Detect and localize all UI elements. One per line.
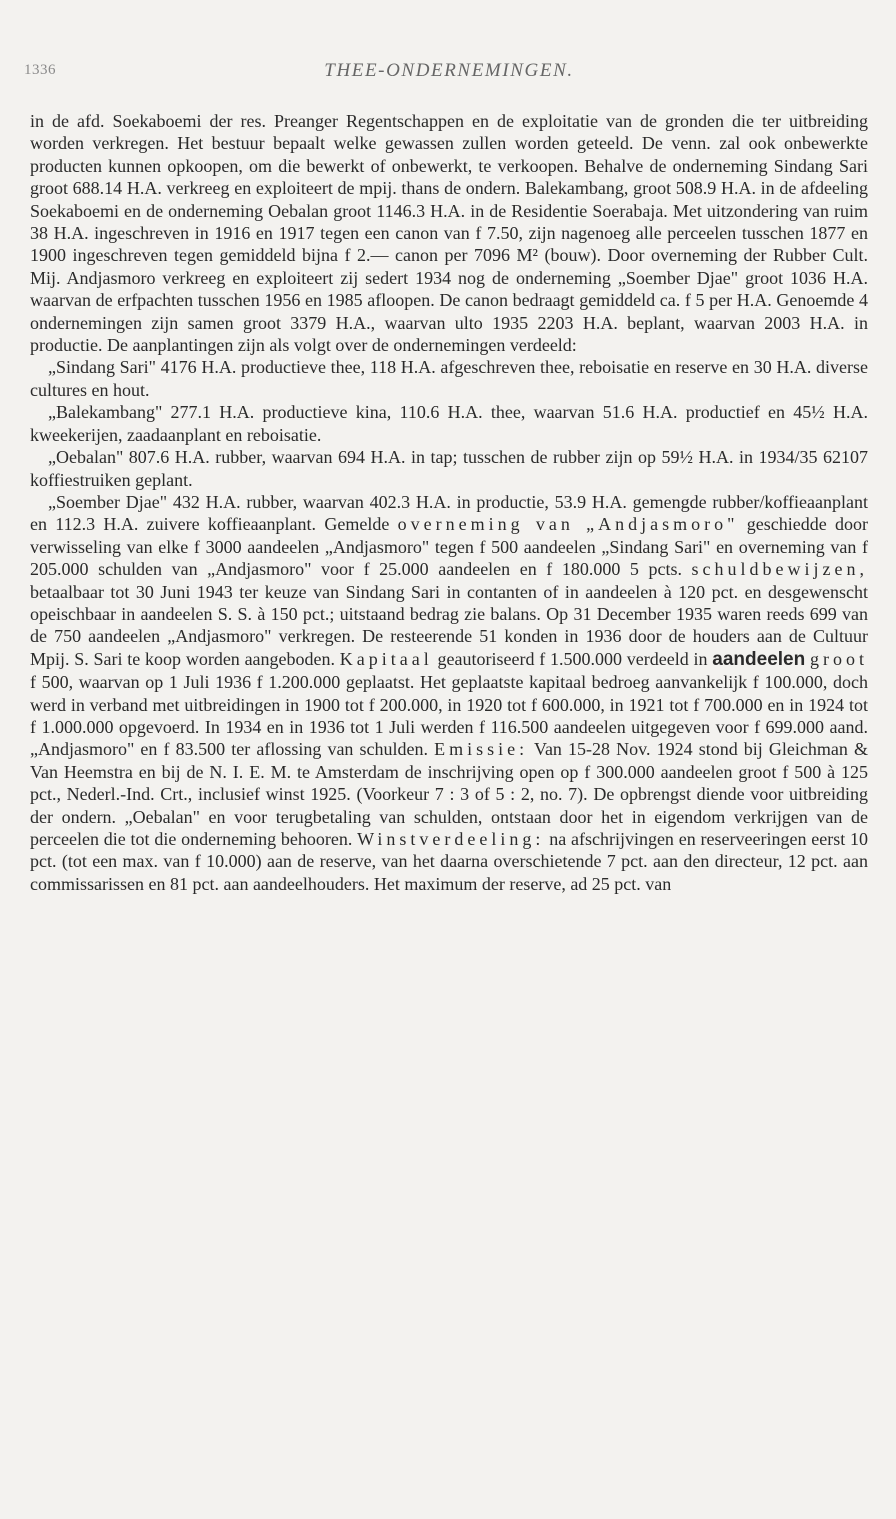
paragraph-intro: in de afd. Soekaboemi der res. Preanger Regentschappen en de exploitatie van de gronden die ter uitbreiding worden verkregen. Het bestuur bepaalt welke gewassen zullen worden geteeld. De venn. zal ook onbewerkte producten kunnen opkoopen, om die bewerkt of onbewerkt, te verkoopen. Behalve de onderneming Sindang Sari groot 688.14 H.A. verkreeg en exploiteert de mpij. thans de ondern. Balekambang, groot 508.9 H.A. in de afdeeling Soekaboemi en de onderneming Oebalan groot 1146.3 H.A. in de Residentie Soerabaja. Met uitzondering van ruim 38 H.A. ingeschreven in 1916 en 1917 tegen een canon van f 7.50, zijn nagenoeg alle perceelen tusschen 1877 en 1900 ingeschreven tegen gemiddeld bijna f 2.— canon per 7096 M² (bouw). Door overneming der Rubber Cult. Mij. Andjasmoro verkreeg en exploiteert zij sedert 1934 nog de onderneming „Soember Djae" groot 1036 H.A. waarvan de erfpachten tusschen 1956 en 1985 afloopen. De canon bedraagt gemiddeld ca. f 5 per H.A. Genoemde 4 ondernemingen zijn samen groot 3379 H.A., waarvan ulto 1935 2203 H.A. beplant, waarvan 2003 H.A. in productie. De aanplantingen zijn als volgt over de ondernemingen verdeeld: [30, 111, 868, 356]
spaced-term-groot: groot [809, 648, 868, 669]
text-segment: na afschrijvingen en reserveeringen eerst 10 pct. (tot een max. van f 10.000) aan de reserve, van het daarna overschietende 7 pct. aan den directeur, 12 pct. aan commissarissen en 81 pct. aan aandeelhouders. Het maximum der reserve, ad 25 pct. van [30, 829, 869, 894]
text-segment: geschiedde door verwisseling van elke f 3000 aandeelen „Andjasmoro" tegen f 500 aandeelen „Sindang Sari" en overneming van f 205.000 schulden van „Andjasmoro" voor f 25.000 aandeelen en f 180.000 5 pcts. [30, 514, 869, 580]
paragraph-balekambang: „Balekambang" 277.1 H.A. productieve kina, 110.6 H.A. thee, waarvan 51.6 H.A. productief en 45½ H.A. kweekerijen, zaadaanplant en reboisatie. [30, 402, 868, 445]
text-segment: betaalbaar tot 30 Juni 1943 ter keuze van Sindang Sari in contanten of in aandeelen à 120 pct. en desgewenscht opeischbaar in aandeelen S. S. à 150 pct.; uitstaand bedrag zie balans. Op 31 December 1935 waren reeds 699 van de 750 aandeelen „Andjasmoro" verkregen. De resteerende 51 konden in 1936 door de houders aan de Cultuur Mpij. S. Sari te koop worden aangeboden. [30, 581, 868, 669]
paragraph-sindang-sari: „Sindang Sari" 4176 H.A. productieve thee, 118 H.A. afgeschreven thee, reboisatie en reserve en 30 H.A. diverse cultures en hout. [30, 357, 868, 400]
text-segment: f 500, waarvan op 1 Juli 1936 f 1.200.000 geplaatst. Het geplaatste kapitaal bedroeg aanvankelijk f 100.000, doch werd in verband met uitbreidingen in 1900 tot f 200.000, in 1920 tot f 600.000, in 1921 tot f 700.000 en in 1924 tot f 1.000.000 opgevoerd. In 1934 en in 1936 tot 1 Juli werden f 116.500 aandeelen uitgegeven voor f 699.000 aand. „Andjasmoro" en f 83.500 ter aflossing van schulden. [30, 672, 868, 760]
body-text [30, 110, 868, 895]
paragraph-soember-djae [30, 491, 868, 895]
book-page [24, 56, 869, 895]
text-segment: „Soember Djae" 432 H.A. rubber, waarvan 402.3 H.A. in productie, 53.9 H.A. gemengde rubber/koffieaanplant en 112.3 H.A. zuivere koffieaanplant. Gemelde [30, 491, 868, 535]
text-segment: Van 15-28 Nov. 1924 stond bij Gleichman & Van Heemstra en bij de N. I. E. M. te Amsterdam de inschrijving open op f 300.000 aandeelen groot f 500 à 125 pct., Nederl.-Ind. Crt., inclusief winst 1925. (Voorkeur 7 : 3 of 5 : 2, no. 7). De opbrengst diende voor uitbreiding der ondern. „Oebalan" en voor terugbetaling van schulden, ontstaan door het in eigendom verkrijgen van de perceelen die tot die onderneming behooren. [30, 739, 868, 849]
page-header [24, 56, 868, 96]
spaced-term-overneming: overneming van „Andjasmoro" [397, 514, 739, 535]
text-segment: geautoriseerd f 1.500.000 verdeeld in [437, 648, 708, 669]
page-number: 1336 [24, 62, 56, 78]
spaced-term-schuldbewijzen: schuldbewijzen, [691, 559, 868, 580]
paragraph-oebalan: „Oebalan" 807.6 H.A. rubber, waarvan 694 H.A. in tap; tusschen de rubber zijn op 59½ H.A. in 1934/35 62107 koffiestruiken geplant. [30, 447, 868, 490]
bold-term-aandeelen: aandeelen [712, 648, 806, 670]
running-title: THEE-ONDERNEMINGEN. [324, 60, 574, 81]
spaced-term-kapitaal: Kapitaal [339, 648, 433, 669]
spaced-term-emissie: Emissie: [434, 739, 529, 760]
spaced-term-winstverdeeling: Winstverdeeling: [357, 829, 545, 849]
